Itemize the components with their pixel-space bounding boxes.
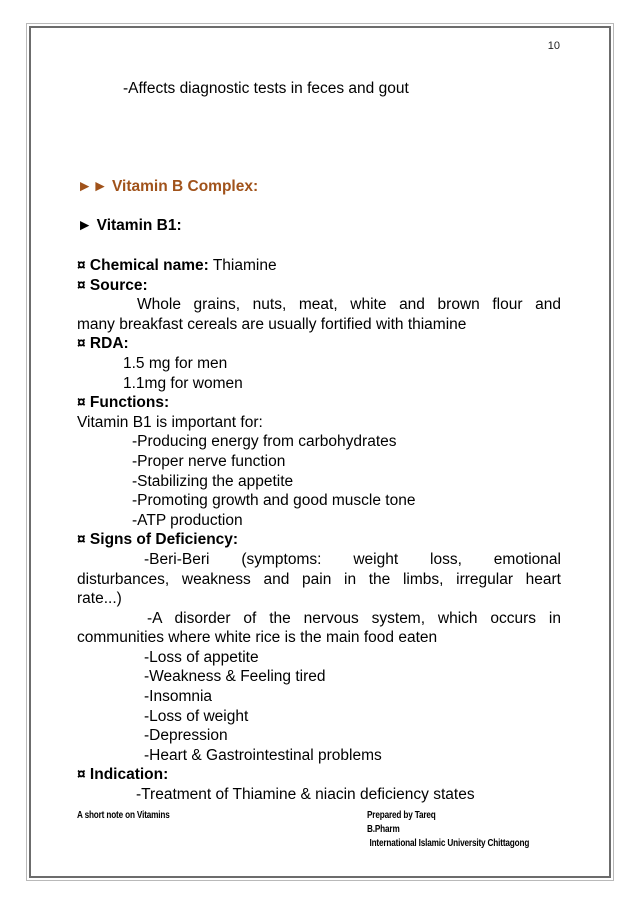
function-item: -Proper nerve function [132, 452, 286, 470]
deficiency-item-nervous-2: communities where white rice is the main food eaten [77, 629, 438, 647]
rda-label: ¤ RDA: [77, 335, 129, 353]
deficiency-label: ¤ Signs of Deficiency: [77, 531, 239, 549]
deficiency-item-beriberi-2: disturbances, weakness and pain in the limbs, irregular heart [77, 570, 561, 588]
section-body [77, 256, 561, 805]
text-line [77, 79, 561, 99]
footer-left [77, 809, 170, 823]
indication-item: -Treatment of Thiamine & niacin deficiency states [136, 786, 475, 804]
footer-right [367, 809, 529, 851]
function-item: -ATP production [132, 511, 243, 529]
deficiency-item-nervous-1: -A disorder of the nervous system, which occurs in [147, 609, 561, 627]
affects-line: -Affects diagnostic tests in feces and gout [123, 80, 409, 97]
footer-title: A short note on Vitamins [77, 810, 170, 821]
source-label: ¤ Source: [77, 276, 148, 294]
vitamin-b1-heading: ► Vitamin B1: [77, 217, 182, 234]
deficiency-item: -Weakness & Feeling tired [144, 668, 326, 686]
functions-intro: Vitamin B1 is important for: [77, 413, 263, 431]
function-item: -Promoting growth and good muscle tone [132, 492, 416, 510]
function-item: -Stabilizing the appetite [132, 472, 294, 490]
deficiency-item: -Heart & Gastrointestinal problems [144, 746, 382, 764]
footer-degree: B.Pharm [367, 824, 400, 835]
deficiency-item: -Loss of weight [144, 707, 249, 725]
deficiency-item-beriberi-3: rate...) [77, 590, 122, 608]
footer-university: International Islamic University Chittagong [369, 838, 530, 849]
chemical-name-label: ¤ Chemical name: [77, 257, 209, 274]
functions-label: ¤ Functions: [77, 394, 170, 412]
indication-label: ¤ Indication: [77, 766, 169, 784]
deficiency-item: -Depression [144, 727, 228, 745]
chemical-name-value: Thiamine [208, 257, 277, 274]
vitamin-b-complex-heading: ►► Vitamin B Complex: [77, 178, 259, 195]
rda-women: 1.1mg for women [123, 374, 243, 392]
chemical-name-line [77, 256, 561, 276]
rda-men: 1.5 mg for men [123, 354, 228, 372]
deficiency-item-beriberi-1: -Beri-Beri (symptoms: weight loss, emotional [144, 550, 561, 568]
source-text-1: Whole grains, nuts, meat, white and brown flour and [137, 296, 561, 314]
section-body [77, 216, 561, 236]
function-item: -Producing energy from carbohydrates [132, 433, 397, 451]
source-text-2: many breakfast cereals are usually fortified with thiamine [77, 315, 467, 333]
footer-author: Prepared by Tareq [367, 810, 436, 821]
deficiency-item: -Insomnia [144, 688, 213, 706]
section-body [77, 177, 561, 197]
page-number: 10 [547, 40, 560, 52]
deficiency-item: -Loss of appetite [144, 648, 259, 666]
